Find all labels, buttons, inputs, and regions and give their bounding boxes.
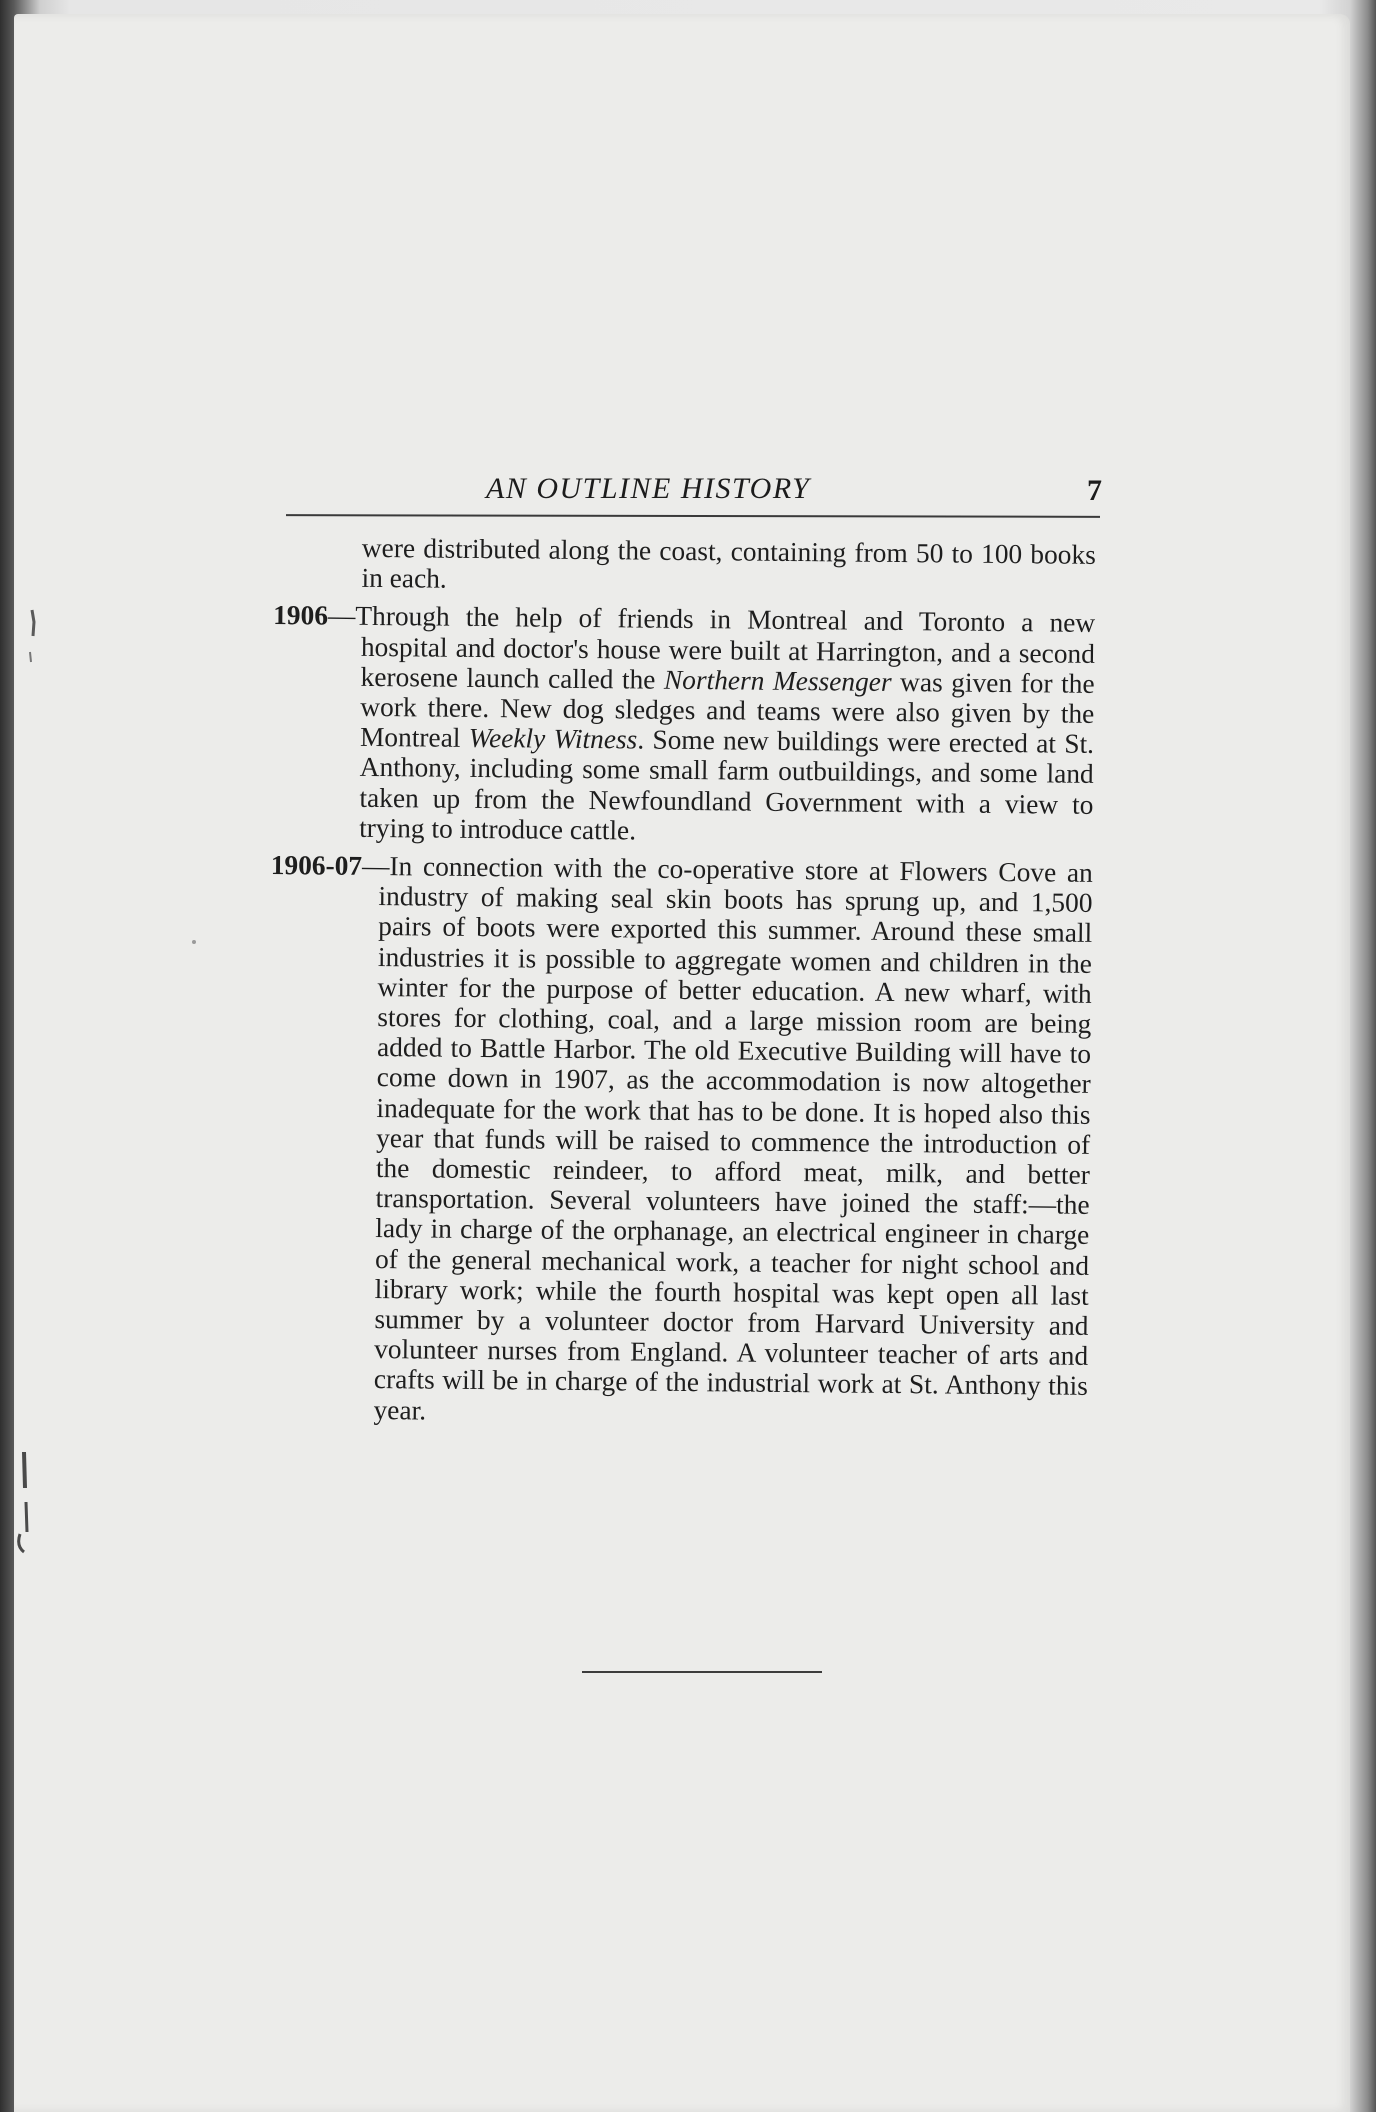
entry-text: were distributed along the coast, containing from 50 to 100 books in each.	[361, 532, 1096, 594]
running-head	[286, 466, 1102, 522]
entry-year: 1906-07	[270, 850, 363, 881]
margin-mark-tick	[30, 652, 31, 662]
margin-mark-lower	[19, 1502, 27, 1552]
closing-rule	[582, 1671, 822, 1673]
margin-mark-mid	[24, 1452, 25, 1488]
running-title: AN OUTLINE HISTORY	[486, 472, 811, 505]
margin-dot	[192, 940, 196, 944]
italic-title-northern-messenger: Northern Messenger	[663, 664, 892, 697]
header-rule	[286, 514, 1100, 518]
page-number: 7	[1087, 474, 1102, 507]
entry-dash: —	[327, 600, 356, 632]
margin-mark-upper	[32, 610, 34, 636]
body-text	[265, 532, 1096, 1432]
entry-1906	[271, 600, 1095, 850]
entry-text: Through the help of friends in Montreal and Toronto a new hospital and doctor's house were built at Harrington, and a second kerosene launch called the	[355, 601, 1096, 695]
entry-text: In connection with the co-operative store at Flowers Cove an industry of making seal skin boots has sprung up, and 1,500 pairs of boots were exported this summer. Around these small industries it is possible to aggregate women and children in the winter for the purpose of better education. A new wharf, with stores for clothing, coal, and a large mission room are being added to Battle Harbor. The old Executive Building will have to come down in 1907, as the accommodation is now altogether inadequate for the work that has to be done. It is hoped also this year that funds will be raised to commence the introduction of the domestic reindeer, to afford meat, milk, and better transportation. Several volunteers have joined the staff:—the lady in charge of the orphanage, an electrical engineer in charge of the general mechanical work, a teacher for night school and library work; while the fourth hospital was kept open all last summer by a volunteer doctor from Harvard University and volunteer nurses from England. A volunteer teacher of arts and crafts will be in charge of the industrial work at St. Anthony this year.	[373, 851, 1093, 1426]
entry-1906-07	[265, 850, 1092, 1432]
entry-continuation	[273, 532, 1096, 600]
entry-dash: —	[361, 850, 390, 882]
italic-title-weekly-witness: Weekly Witness	[468, 723, 638, 755]
entry-year: 1906	[273, 600, 329, 631]
entry-text-end: . Some new buildings were erected at St. Anthony, including some small farm outbuildings, and some land taken up from the Newfoundland Government with a view to trying to introduce cattle.	[359, 724, 1095, 846]
entry-text-mid: was given for the work there. New dog sledges and teams were also given by the Montreal	[359, 666, 1095, 754]
book-page	[14, 14, 1350, 2112]
